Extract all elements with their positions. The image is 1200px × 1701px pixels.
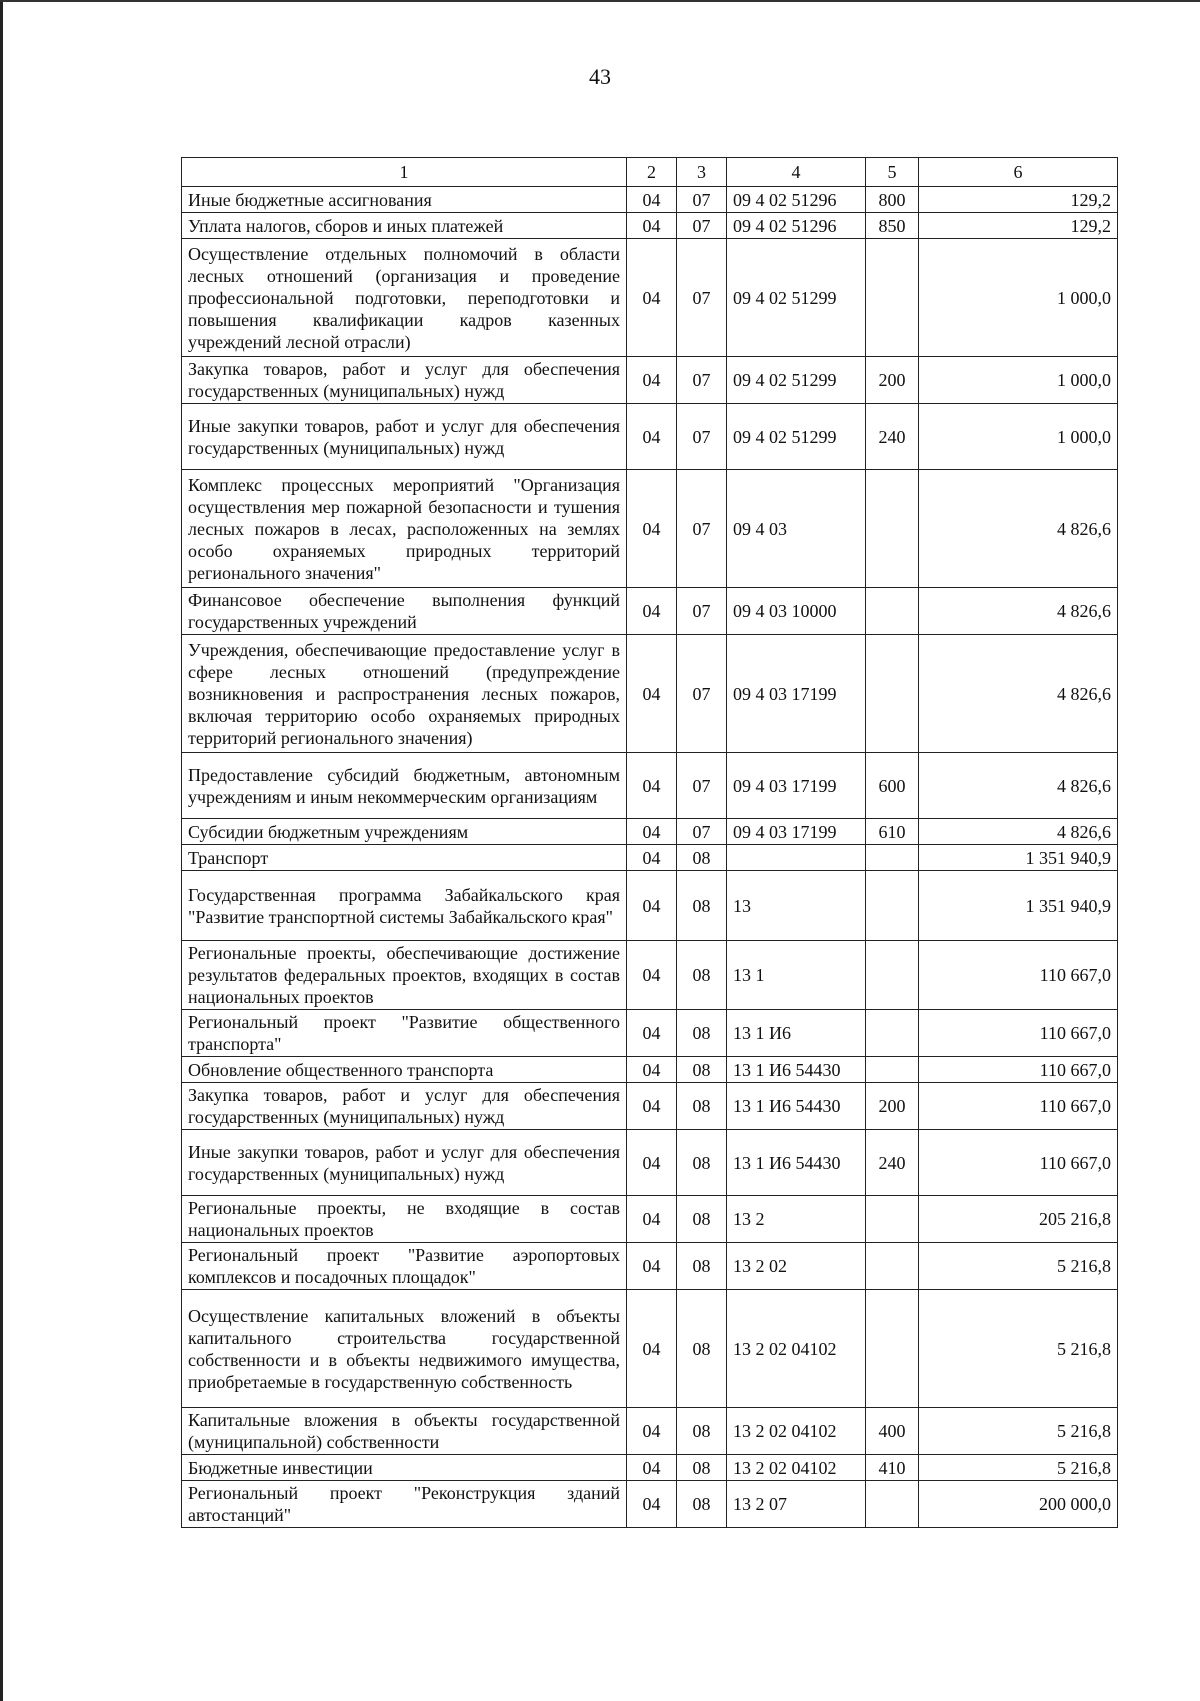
table-row [182, 239, 1118, 357]
row-name-cell: Обновление общественного транспорта [182, 1057, 627, 1083]
subsection-code-cell: 08 [677, 1290, 727, 1408]
row-name-cell: Субсидии бюджетным учреждениям [182, 819, 627, 845]
expense-type-cell: 200 [866, 357, 919, 404]
subsection-code-cell: 07 [677, 819, 727, 845]
amount-cell: 110 667,0 [919, 1057, 1118, 1083]
amount-cell: 5 216,8 [919, 1455, 1118, 1481]
amount-cell: 4 826,6 [919, 588, 1118, 635]
subsection-code-cell: 08 [677, 1130, 727, 1196]
section-code-cell: 04 [627, 1408, 677, 1455]
expense-type-cell [866, 239, 919, 357]
section-code-cell: 04 [627, 213, 677, 239]
subsection-code-cell: 08 [677, 1083, 727, 1130]
amount-cell: 1 000,0 [919, 357, 1118, 404]
subsection-code-cell: 07 [677, 635, 727, 753]
table-row [182, 1010, 1118, 1057]
section-code-cell: 04 [627, 941, 677, 1010]
row-name-cell: Транспорт [182, 845, 627, 871]
budget-table [181, 157, 1118, 1528]
section-code-cell: 04 [627, 1010, 677, 1057]
target-article-cell: 13 1 И6 54430 [727, 1130, 866, 1196]
section-code-cell: 04 [627, 871, 677, 941]
expense-type-cell [866, 470, 919, 588]
section-code-cell: 04 [627, 1290, 677, 1408]
section-code-cell: 04 [627, 1243, 677, 1290]
section-code-cell: 04 [627, 1481, 677, 1528]
amount-cell: 5 216,8 [919, 1243, 1118, 1290]
subsection-code-cell: 07 [677, 187, 727, 213]
table-row [182, 1481, 1118, 1528]
row-name-cell: Осуществление капитальных вложений в объекты капитального строительства государственной собственности и в объекты недвижимого имущества, приобретаемые в государственную собственность [182, 1290, 627, 1408]
expense-type-cell [866, 1290, 919, 1408]
row-name-cell: Региональные проекты, обеспечивающие достижение результатов федеральных проектов, входящих в состав национальных проектов [182, 941, 627, 1010]
section-code-cell: 04 [627, 404, 677, 470]
table-row [182, 1196, 1118, 1243]
row-name-cell: Капитальные вложения в объекты государственной (муниципальной) собственности [182, 1408, 627, 1455]
row-name-cell: Иные закупки товаров, работ и услуг для обеспечения государственных (муниципальных) нужд [182, 404, 627, 470]
table-row [182, 635, 1118, 753]
expense-type-cell: 600 [866, 753, 919, 819]
target-article-cell: 13 2 02 04102 [727, 1455, 866, 1481]
expense-type-cell: 200 [866, 1083, 919, 1130]
expense-type-cell [866, 1010, 919, 1057]
expense-type-cell [866, 1057, 919, 1083]
amount-cell: 110 667,0 [919, 1010, 1118, 1057]
expense-type-cell [866, 1481, 919, 1528]
table-row [182, 1408, 1118, 1455]
section-code-cell: 04 [627, 1455, 677, 1481]
target-article-cell: 13 2 02 04102 [727, 1290, 866, 1408]
subsection-code-cell: 08 [677, 1243, 727, 1290]
amount-cell: 4 826,6 [919, 635, 1118, 753]
subsection-code-cell: 08 [677, 871, 727, 941]
column-header: 2 [627, 158, 677, 187]
table-row [182, 845, 1118, 871]
expense-type-cell [866, 635, 919, 753]
expense-type-cell: 400 [866, 1408, 919, 1455]
table-row [182, 1243, 1118, 1290]
row-name-cell: Уплата налогов, сборов и иных платежей [182, 213, 627, 239]
row-name-cell: Государственная программа Забайкальского края "Развитие транспортной системы Забайкальского края" [182, 871, 627, 941]
expense-type-cell: 240 [866, 404, 919, 470]
amount-cell: 110 667,0 [919, 1083, 1118, 1130]
column-header: 3 [677, 158, 727, 187]
target-article-cell: 13 2 [727, 1196, 866, 1243]
row-name-cell: Осуществление отдельных полномочий в области лесных отношений (организация и проведение профессиональной подготовки, переподготовки и повышения квалификации кадров казенных учреждений лесной отрасли) [182, 239, 627, 357]
table-row [182, 357, 1118, 404]
target-article-cell: 13 1 И6 [727, 1010, 866, 1057]
expense-type-cell [866, 1196, 919, 1243]
row-name-cell: Предоставление субсидий бюджетным, автономным учреждениям и иным некоммерческим организациям [182, 753, 627, 819]
subsection-code-cell: 07 [677, 239, 727, 357]
amount-cell: 4 826,6 [919, 470, 1118, 588]
amount-cell: 129,2 [919, 213, 1118, 239]
row-name-cell: Региональные проекты, не входящие в состав национальных проектов [182, 1196, 627, 1243]
target-article-cell: 13 1 [727, 941, 866, 1010]
scan-edge-top [0, 0, 1200, 2]
table-row [182, 1455, 1118, 1481]
amount-cell: 4 826,6 [919, 819, 1118, 845]
target-article-cell: 09 4 02 51296 [727, 213, 866, 239]
target-article-cell: 13 2 02 [727, 1243, 866, 1290]
subsection-code-cell: 08 [677, 1196, 727, 1243]
section-code-cell: 04 [627, 819, 677, 845]
table-row [182, 1057, 1118, 1083]
expense-type-cell: 800 [866, 187, 919, 213]
page-number: 43 [589, 64, 611, 89]
subsection-code-cell: 08 [677, 1408, 727, 1455]
table-row [182, 404, 1118, 470]
table-row [182, 871, 1118, 941]
target-article-cell: 13 [727, 871, 866, 941]
amount-cell: 1 351 940,9 [919, 845, 1118, 871]
expense-type-cell [866, 871, 919, 941]
table-row [182, 819, 1118, 845]
row-name-cell: Иные бюджетные ассигнования [182, 187, 627, 213]
row-name-cell: Закупка товаров, работ и услуг для обеспечения государственных (муниципальных) нужд [182, 357, 627, 404]
subsection-code-cell: 07 [677, 404, 727, 470]
row-name-cell: Учреждения, обеспечивающие предоставление услуг в сфере лесных отношений (предупреждение возникновения и распространения лесных пожаров, включая территорию особо охраняемых природных территорий регионального значения) [182, 635, 627, 753]
amount-cell: 129,2 [919, 187, 1118, 213]
column-header: 4 [727, 158, 866, 187]
row-name-cell: Финансовое обеспечение выполнения функций государственных учреждений [182, 588, 627, 635]
subsection-code-cell: 07 [677, 213, 727, 239]
row-name-cell: Региональный проект "Реконструкция зданий автостанций" [182, 1481, 627, 1528]
section-code-cell: 04 [627, 1057, 677, 1083]
row-name-cell: Региональный проект "Развитие аэропортовых комплексов и посадочных площадок" [182, 1243, 627, 1290]
expense-type-cell: 610 [866, 819, 919, 845]
target-article-cell: 09 4 03 17199 [727, 635, 866, 753]
section-code-cell: 04 [627, 588, 677, 635]
column-header: 1 [182, 158, 627, 187]
table-row [182, 1130, 1118, 1196]
subsection-code-cell: 07 [677, 470, 727, 588]
row-name-cell: Закупка товаров, работ и услуг для обеспечения государственных (муниципальных) нужд [182, 1083, 627, 1130]
target-article-cell: 09 4 03 17199 [727, 819, 866, 845]
subsection-code-cell: 08 [677, 1057, 727, 1083]
expense-type-cell [866, 588, 919, 635]
amount-cell: 200 000,0 [919, 1481, 1118, 1528]
row-name-cell: Региональный проект "Развитие общественного транспорта" [182, 1010, 627, 1057]
expense-type-cell: 410 [866, 1455, 919, 1481]
table-row [182, 1083, 1118, 1130]
section-code-cell: 04 [627, 239, 677, 357]
expense-type-cell: 850 [866, 213, 919, 239]
table-row [182, 1290, 1118, 1408]
table-row [182, 213, 1118, 239]
amount-cell: 4 826,6 [919, 753, 1118, 819]
section-code-cell: 04 [627, 470, 677, 588]
amount-cell: 205 216,8 [919, 1196, 1118, 1243]
table-row [182, 187, 1118, 213]
target-article-cell: 13 2 07 [727, 1481, 866, 1528]
amount-cell: 1 000,0 [919, 404, 1118, 470]
section-code-cell: 04 [627, 1196, 677, 1243]
section-code-cell: 04 [627, 187, 677, 213]
target-article-cell: 09 4 02 51299 [727, 239, 866, 357]
table-row [182, 470, 1118, 588]
subsection-code-cell: 08 [677, 845, 727, 871]
subsection-code-cell: 07 [677, 357, 727, 404]
scan-edge [0, 0, 3, 1701]
target-article-cell: 13 1 И6 54430 [727, 1057, 866, 1083]
amount-cell: 110 667,0 [919, 941, 1118, 1010]
amount-cell: 5 216,8 [919, 1290, 1118, 1408]
target-article-cell: 09 4 03 10000 [727, 588, 866, 635]
section-code-cell: 04 [627, 357, 677, 404]
expense-type-cell [866, 1243, 919, 1290]
subsection-code-cell: 08 [677, 1455, 727, 1481]
target-article-cell [727, 845, 866, 871]
subsection-code-cell: 07 [677, 753, 727, 819]
section-code-cell: 04 [627, 845, 677, 871]
amount-cell: 1 351 940,9 [919, 871, 1118, 941]
expense-type-cell [866, 845, 919, 871]
target-article-cell: 09 4 03 [727, 470, 866, 588]
table-row [182, 941, 1118, 1010]
amount-cell: 5 216,8 [919, 1408, 1118, 1455]
target-article-cell: 13 1 И6 54430 [727, 1083, 866, 1130]
section-code-cell: 04 [627, 753, 677, 819]
column-header: 6 [919, 158, 1118, 187]
table-header-row [182, 158, 1118, 187]
table-row [182, 753, 1118, 819]
subsection-code-cell: 08 [677, 1010, 727, 1057]
target-article-cell: 09 4 02 51296 [727, 187, 866, 213]
target-article-cell: 09 4 03 17199 [727, 753, 866, 819]
column-header: 5 [866, 158, 919, 187]
row-name-cell: Бюджетные инвестиции [182, 1455, 627, 1481]
row-name-cell: Комплекс процессных мероприятий "Организация осуществления мер пожарной безопасности и тушения лесных пожаров в лесах, расположенных на землях особо охраняемых природных территорий регионального значения" [182, 470, 627, 588]
table-row [182, 588, 1118, 635]
section-code-cell: 04 [627, 1130, 677, 1196]
expense-type-cell: 240 [866, 1130, 919, 1196]
target-article-cell: 09 4 02 51299 [727, 404, 866, 470]
amount-cell: 1 000,0 [919, 239, 1118, 357]
subsection-code-cell: 07 [677, 588, 727, 635]
expense-type-cell [866, 941, 919, 1010]
target-article-cell: 13 2 02 04102 [727, 1408, 866, 1455]
subsection-code-cell: 08 [677, 1481, 727, 1528]
row-name-cell: Иные закупки товаров, работ и услуг для обеспечения государственных (муниципальных) нужд [182, 1130, 627, 1196]
section-code-cell: 04 [627, 1083, 677, 1130]
subsection-code-cell: 08 [677, 941, 727, 1010]
section-code-cell: 04 [627, 635, 677, 753]
target-article-cell: 09 4 02 51299 [727, 357, 866, 404]
amount-cell: 110 667,0 [919, 1130, 1118, 1196]
